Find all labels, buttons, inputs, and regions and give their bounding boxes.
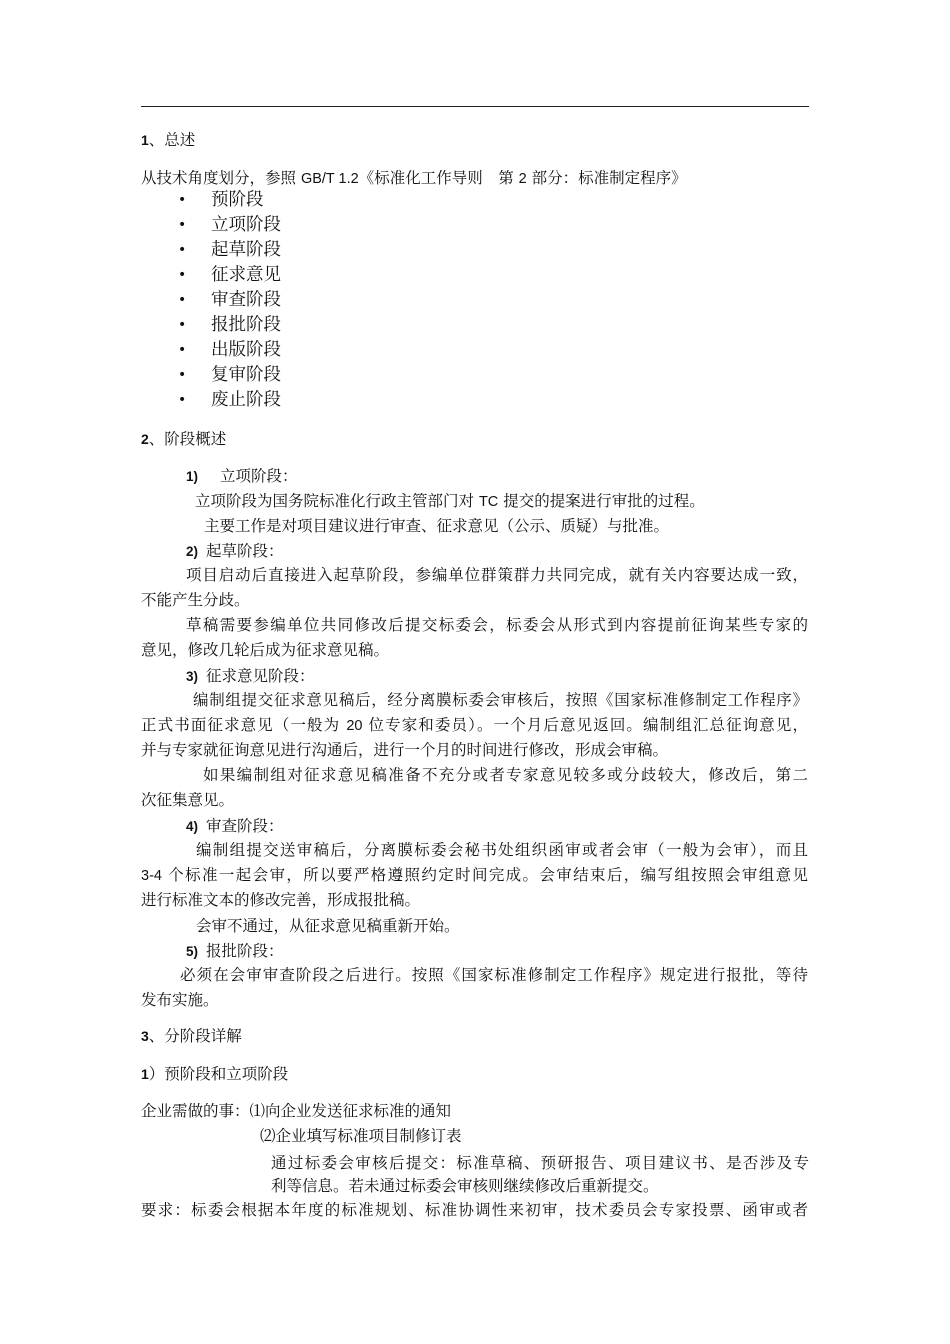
section-title: 、总述 xyxy=(148,131,196,149)
paragraph-text: 立项阶段为国务院标准化行政主管部门对 xyxy=(195,492,479,510)
paragraph-line: 编制组提交送审稿后，分离膜标委会秘书处组织函审或者会审（一般为会审），而且 xyxy=(196,841,808,859)
bullet-text: 立项阶段 xyxy=(211,215,281,235)
paragraph-line: 并与专家就征询意见进行沟通后，进行一个月的时间进行修改，形成会审稿。 xyxy=(141,741,669,759)
paragraph-line: 发布实施。 xyxy=(141,991,219,1009)
subsection-heading xyxy=(186,466,298,487)
section-title: 、分阶段详解 xyxy=(148,1027,242,1045)
todo-item: ⑵企业填写标准项目制修订表 xyxy=(260,1127,462,1145)
todo-item: 利等信息。若未通过标委会审核则继续修改后重新提交。 xyxy=(271,1177,659,1195)
paragraph-line: 编制组提交征求意见稿后，经分离膜标委会审核后，按照《国家标准修制定工作程序》 xyxy=(193,691,808,709)
paragraph-line xyxy=(141,713,808,739)
intro-number: 2 xyxy=(518,171,527,187)
paragraph-text: 个标准一起会审，所以要严格遵照约定时间完成。会审结束后，编写组按照会审组意见 xyxy=(161,866,808,884)
bullet-icon: • xyxy=(178,192,187,208)
paragraph-line xyxy=(141,863,808,889)
bullet-icon: • xyxy=(178,267,187,283)
todo-item: ⑴向企业发送征求标准的通知 xyxy=(249,1102,452,1120)
bullet-icon: • xyxy=(178,367,187,383)
bullet-icon: • xyxy=(178,217,187,233)
intro-text: 部分：标准制定程序》 xyxy=(526,169,687,187)
subsection-number: 3) xyxy=(186,669,199,684)
paragraph-line: 意见，修改几轮后成为征求意见稿。 xyxy=(141,641,390,659)
bullet-icon: • xyxy=(178,292,187,308)
paragraph-line: 会审不通过，从征求意见稿重新开始。 xyxy=(196,917,460,935)
paragraph-line: 次征集意见。 xyxy=(141,791,235,809)
subsection-title: 报批阶段： xyxy=(206,942,284,960)
bullet-icon: • xyxy=(178,242,187,258)
paragraph-code: TC xyxy=(478,494,499,510)
todo-item: 通过标委会审核后提交：标准草稿、预研报告、项目建议书、是否涉及专 xyxy=(271,1154,809,1172)
section-2-heading xyxy=(141,429,226,449)
subsection-title: 起草阶段： xyxy=(206,542,284,560)
paragraph-line: 项目启动后直接进入起草阶段，参编单位群策群力共同完成，就有关内容要达成一致， xyxy=(186,566,808,584)
bullet-text: 审查阶段 xyxy=(211,290,281,310)
bullet-text: 复审阶段 xyxy=(211,365,281,385)
bullet-text: 报批阶段 xyxy=(211,315,281,335)
paragraph-text: 提交的提案进行审批的过程。 xyxy=(498,492,705,510)
section-number: 2 xyxy=(141,431,149,447)
intro-code: GB/T 1.2 xyxy=(300,171,359,187)
todo-line xyxy=(141,1101,451,1121)
subsection-title: 立项阶段： xyxy=(220,467,298,485)
paragraph-line: 主要工作是对项目建议进行审查、征求意见（公示、质疑）与批准。 xyxy=(204,517,670,535)
subsection-heading xyxy=(141,1064,288,1084)
requirement-line: 要求：标委会根据本年度的标准规划、标准协调性来初审，技术委员会专家投票、函审或者 xyxy=(141,1201,808,1219)
bullet-icon: • xyxy=(178,392,187,408)
subsection-number: 4) xyxy=(186,819,199,834)
subsection-title: ）预阶段和立项阶段 xyxy=(148,1065,289,1083)
subsection-number: 5) xyxy=(186,944,199,959)
section-1-heading xyxy=(141,130,195,150)
subsection-number: 1) xyxy=(186,469,199,484)
paragraph-line: 草稿需要参编单位共同修改后提交标委会，标委会从形式到内容提前征询某些专家的 xyxy=(186,616,808,634)
paragraph-number: 20 xyxy=(346,718,363,734)
paragraph-line: 必须在会审审查阶段之后进行。按照《国家标准修制定工作程序》规定进行报批，等待 xyxy=(180,966,808,984)
paragraph-text: 正式书面征求意见（一般为 xyxy=(141,716,347,734)
bullet-text: 征求意见 xyxy=(211,265,281,285)
intro-text: 从技术角度划分，参照 xyxy=(141,169,301,187)
bullet-icon: • xyxy=(178,317,187,333)
subsection-number: 2) xyxy=(186,544,199,559)
bullet-text: 出版阶段 xyxy=(211,340,281,360)
paragraph-line: 进行标准文本的修改完善，形成报批稿。 xyxy=(141,891,421,909)
paragraph-text: 位专家和委员）。一个月后意见返回。编制组汇总征询意见， xyxy=(362,716,808,734)
subsection-title: 征求意见阶段： xyxy=(206,667,315,685)
subsection-heading xyxy=(186,666,315,687)
paragraph-line xyxy=(195,491,705,512)
subsection-heading xyxy=(186,941,284,962)
bullet-text: 预阶段 xyxy=(211,190,264,210)
subsection-heading xyxy=(186,816,284,837)
header-rule xyxy=(141,106,809,107)
paragraph-line: 不能产生分歧。 xyxy=(141,591,250,609)
paragraph-number: 3-4 xyxy=(141,868,162,884)
bullet-icon: • xyxy=(178,342,187,358)
section-1-intro xyxy=(141,168,687,189)
section-3-heading xyxy=(141,1026,242,1046)
paragraph-line: 如果编制组对征求意见稿准备不充分或者专家意见较多或分歧较大，修改后，第二 xyxy=(203,766,808,784)
intro-text: 《标准化工作导则 第 xyxy=(358,169,519,187)
subsection-number: 1 xyxy=(141,1066,149,1082)
bullet-text: 废止阶段 xyxy=(211,390,281,410)
todo-label: 企业需做的事： xyxy=(141,1102,250,1120)
section-number: 1 xyxy=(141,132,149,148)
section-title: 、阶段概述 xyxy=(148,430,227,448)
bullet-text: 起草阶段 xyxy=(211,240,281,260)
section-number: 3 xyxy=(141,1028,149,1044)
subsection-heading xyxy=(186,541,284,562)
subsection-title: 审查阶段： xyxy=(206,817,284,835)
